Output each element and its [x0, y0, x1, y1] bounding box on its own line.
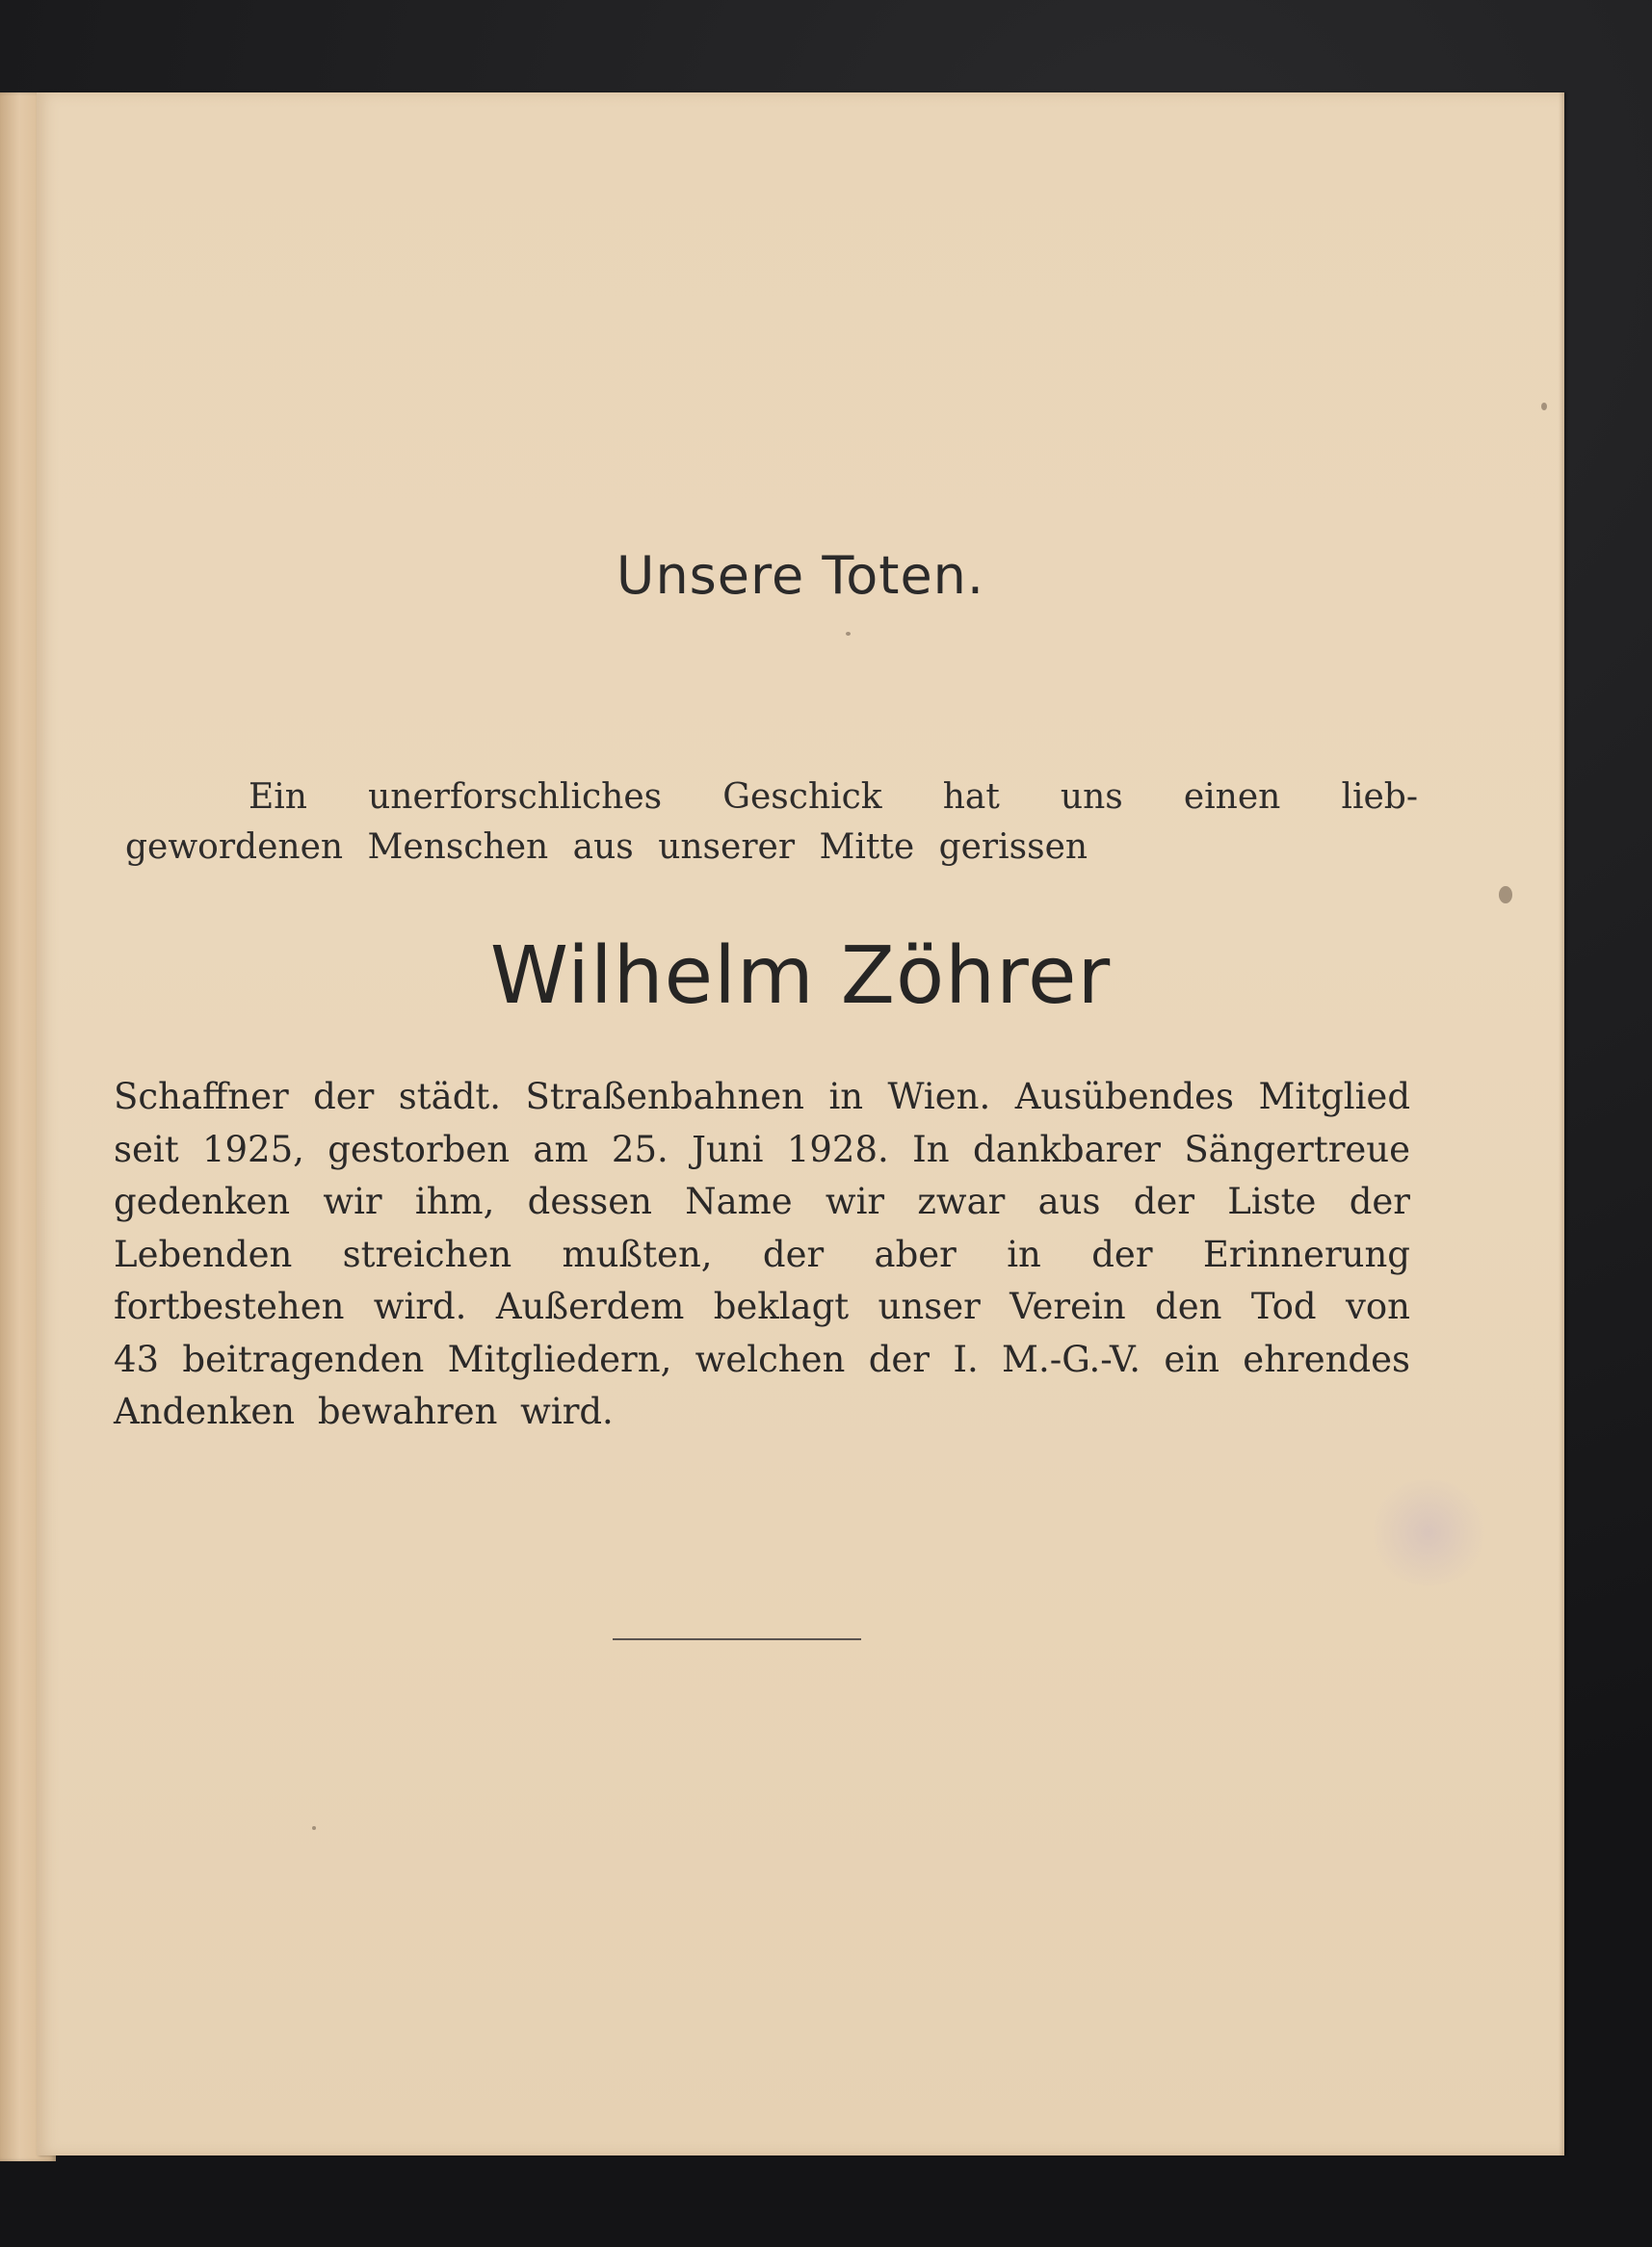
paper-speck [312, 1826, 316, 1830]
paper-speck [846, 632, 851, 636]
page-edge-shadow [1559, 92, 1564, 2156]
paper-speck [1499, 886, 1512, 903]
paper-speck [1541, 403, 1547, 410]
obituary-body: Schaffner der städt. Straßenbahnen in Wien. Ausübendes Mitglied seit 1925, gestorben am 25. Juni 1928. In dankbarer Sängertreue gedenken wir ihm, dessen Name wir zwar aus der Liste der Lebenden streichen mußten, der aber in der Erinnerung fortbestehen wird. Außerdem beklagt unser Verein den Tod von 43 beitragenden Mitgliedern, welchen der I. M.-G.-V. ein ehrendes Andenken bewahren wird. [114, 1076, 1410, 1432]
divider-line [613, 1638, 861, 1640]
intro-paragraph: Ein unerforschliches Geschick hat uns einen lieb-gewordenen Menschen aus unserer Mitte gerissen [125, 777, 1418, 867]
page-heading: Unsere Toten. [616, 545, 985, 606]
document-page [37, 92, 1564, 2156]
deceased-name: Wilhelm Zöhrer [489, 930, 1112, 1022]
paper-stain [1366, 1479, 1491, 1585]
